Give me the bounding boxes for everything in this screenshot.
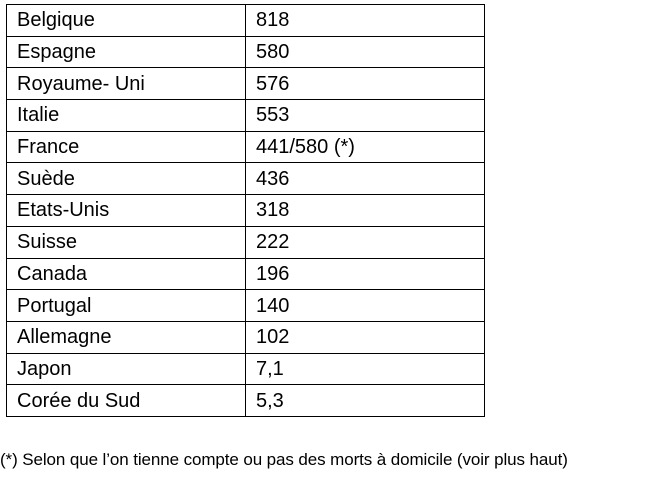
country-cell: Royaume- Uni	[7, 68, 246, 100]
table-row	[7, 321, 485, 353]
country-cell: Canada	[7, 258, 246, 290]
table-row	[7, 36, 485, 68]
country-cell: Japon	[7, 353, 246, 385]
table-row	[7, 385, 485, 417]
value-cell: 441/580 (*)	[246, 131, 485, 163]
country-table-body	[7, 5, 485, 417]
country-table	[6, 4, 485, 417]
value-cell: 5,3	[246, 385, 485, 417]
country-cell: Portugal	[7, 290, 246, 322]
value-cell: 576	[246, 68, 485, 100]
country-cell: Corée du Sud	[7, 385, 246, 417]
country-cell: Belgique	[7, 5, 246, 37]
country-cell: France	[7, 131, 246, 163]
table-row	[7, 258, 485, 290]
table-row	[7, 353, 485, 385]
table-row	[7, 131, 485, 163]
country-cell: Allemagne	[7, 321, 246, 353]
value-cell: 818	[246, 5, 485, 37]
table-row	[7, 100, 485, 132]
value-cell: 222	[246, 226, 485, 258]
value-cell: 140	[246, 290, 485, 322]
country-cell: Etats-Unis	[7, 195, 246, 227]
value-cell: 7,1	[246, 353, 485, 385]
value-cell: 553	[246, 100, 485, 132]
country-cell: Italie	[7, 100, 246, 132]
table-row	[7, 5, 485, 37]
value-cell: 318	[246, 195, 485, 227]
table-row	[7, 163, 485, 195]
table-row	[7, 195, 485, 227]
table-row	[7, 68, 485, 100]
country-cell: Espagne	[7, 36, 246, 68]
value-cell: 436	[246, 163, 485, 195]
value-cell: 580	[246, 36, 485, 68]
country-cell: Suisse	[7, 226, 246, 258]
value-cell: 102	[246, 321, 485, 353]
table-row	[7, 226, 485, 258]
table-row	[7, 290, 485, 322]
country-cell: Suède	[7, 163, 246, 195]
footnote: (*) Selon que l’on tienne compte ou pas des morts à domicile (voir plus haut)	[0, 450, 568, 469]
value-cell: 196	[246, 258, 485, 290]
